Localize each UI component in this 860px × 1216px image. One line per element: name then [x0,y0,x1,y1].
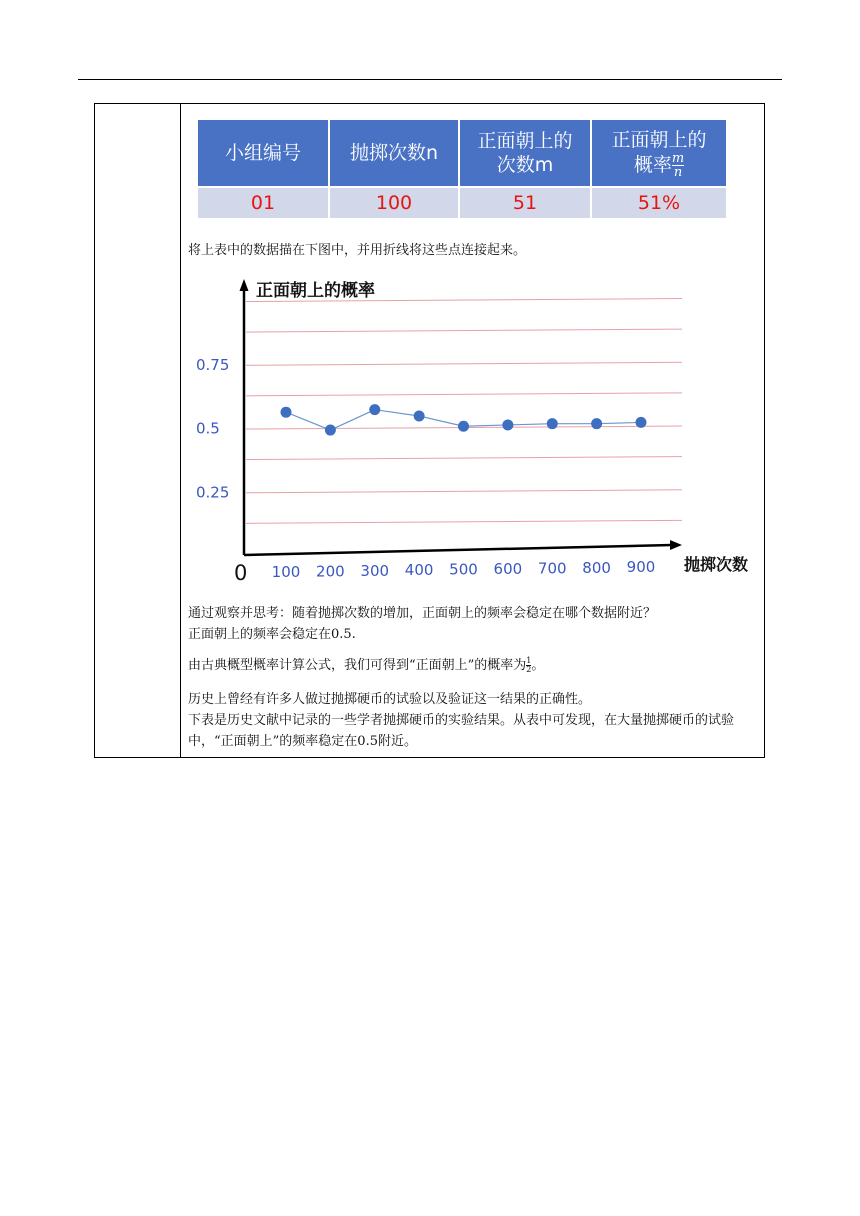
history-text-2: 下表是历史文献中记录的一些学者抛掷硬币的实验结果。从表中可发现，在大量抛掷硬币的试验中，“正面朝上”的频率稳定在0.5附近。 [188,713,735,749]
data-point [369,404,380,415]
x-tick-label: 400 [404,561,434,580]
header-throws: 抛掷次数n [330,120,458,186]
cell-group-id: 01 [198,188,328,218]
probability-line-chart [186,268,766,588]
data-point [325,425,336,436]
gridline [246,393,682,396]
header-rule [78,79,782,80]
data-point [591,418,602,429]
cell-heads-prob: 51% [592,188,726,218]
data-point [547,418,558,429]
table-row [198,188,726,218]
question-text: 通过观察并思考：随着抛掷次数的增加，正面朝上的频率会稳定在哪个数据附近？ [188,606,657,621]
x-tick-label: 800 [582,558,611,577]
y-tick-label: 0.75 [196,355,230,374]
x-tick-label: 300 [360,561,390,580]
x-axis-title: 抛掷次数 [684,555,749,574]
chart-series [281,404,647,435]
instruction-text: 将上表中的数据描在下图中，并用折线将这些点连接起来。 [188,243,527,258]
cell-throws: 100 [330,188,458,218]
gridline [246,520,682,523]
x-tick-labels [272,558,656,581]
fraction-one-half: $\frac{1}{2}$ [526,656,532,674]
chart-axes [240,279,683,555]
x-axis [244,545,672,555]
x-tick-label: 100 [271,563,301,581]
header-heads-prob: 正面朝上的 概率 $\frac{m}{n}$ [592,120,726,186]
header-heads-count: 正面朝上的 次数m [460,120,590,186]
gridline [246,490,682,493]
y-axis-arrow [240,279,249,291]
cell-heads-count: 51 [460,188,590,218]
data-table [196,118,728,220]
data-point [414,411,425,422]
y-tick-labels [196,356,229,502]
chart-gridlines [246,299,682,524]
x-tick-label: 500 [449,560,478,579]
data-point [458,421,469,432]
history-text-1: 历史上曾经有许多人做过抛掷硬币的试验以及验证这一结果的正确性。 [188,692,592,707]
x-tick-label: 600 [493,560,523,578]
answer-text: 正面朝上的频率会稳定在0.5. [188,627,356,642]
table-header-row [198,120,726,186]
x-tick-label: 200 [316,562,345,581]
data-point [281,407,292,418]
x-axis-arrow [670,540,682,550]
gridline [246,362,682,365]
x-tick-label: 700 [537,559,567,578]
y-axis-title: 正面朝上的概率 [256,281,375,301]
y-tick-label: 0.5 [196,419,220,438]
data-point [502,419,513,430]
origin-label: 0 [234,561,248,585]
x-tick-label: 900 [626,558,656,577]
header-group-id: 小组编号 [198,120,328,186]
left-column [95,104,181,757]
fraction-m-over-n: $\frac{m}{n}$ [671,150,685,180]
gridline [246,457,682,460]
y-tick-label: 0.25 [196,483,230,502]
classical-probability-text: 由古典概型概率计算公式，我们可得到“正面朝上”的概率为 $\frac{1}{2}$ 。 [188,656,545,674]
gridline [246,329,682,332]
data-point [636,417,647,428]
